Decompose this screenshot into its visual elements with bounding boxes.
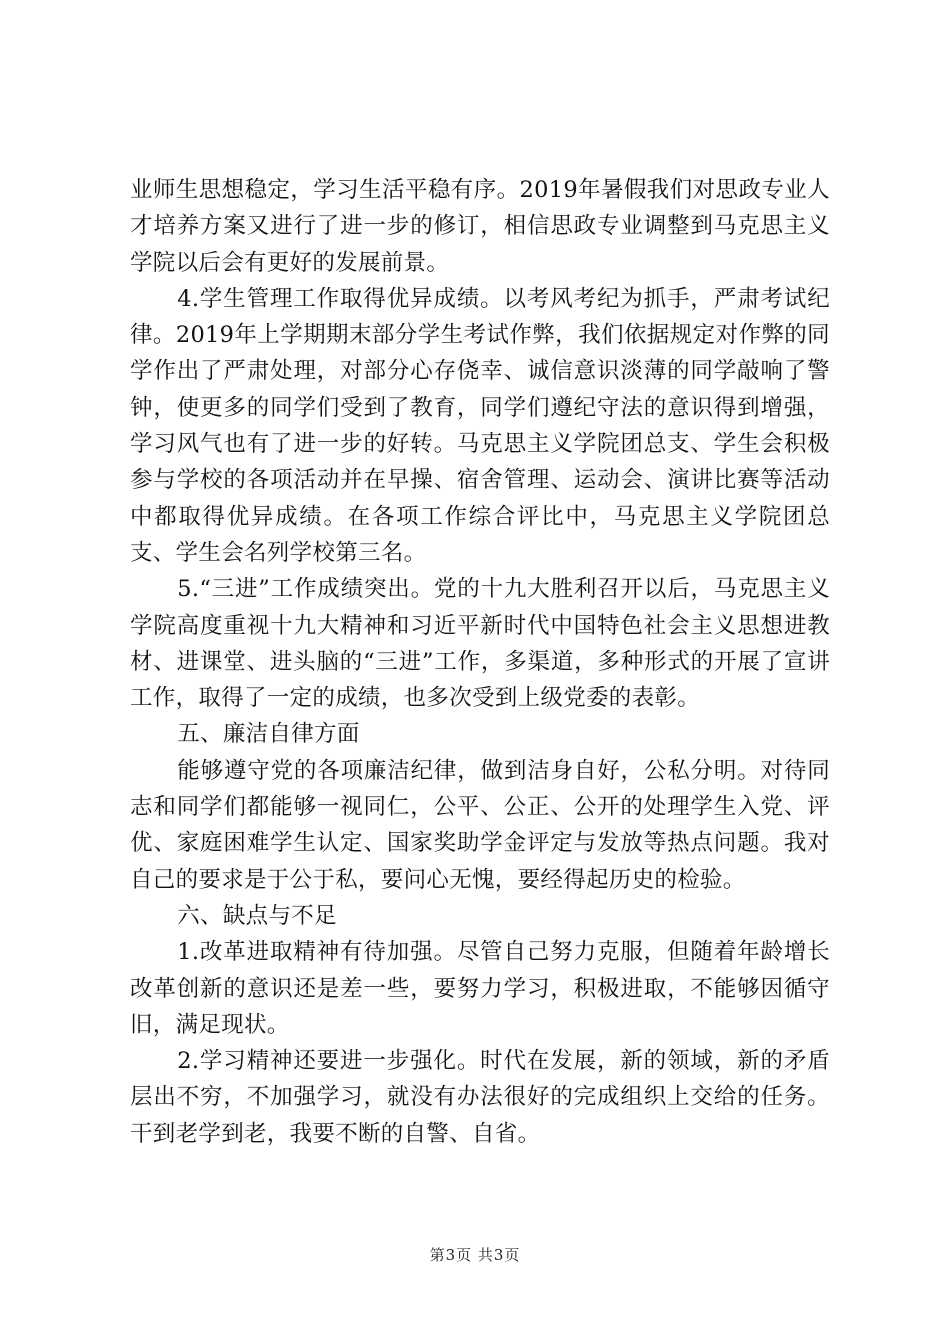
document-body: [130, 172, 830, 1152]
page-footer: 第3页 共3页: [429, 1246, 521, 1264]
paragraph-item-5: 5.“三进”工作成绩突出。党的十九大胜利召开以后，马克思主义学院高度重视十九大精神和习近平新时代中国特色社会主义思想进教材、进课堂、进头脑的“三进”工作，多渠道，多种形式的开展了宣讲工作，取得了一定的成绩，也多次受到上级党委的表彰。: [130, 576, 830, 712]
paragraph-shortcoming-1: 1.改革进取精神有待加强。尽管自己努力克服，但随着年龄增长改革创新的意识还是差一些，要努力学习，积极进取，不能够因循守旧，满足现状。: [130, 939, 830, 1038]
paragraph-item-4: 4.学生管理工作取得优异成绩。以考风考纪为抓手，严肃考试纪律。2019年上学期期末部分学生考试作弊，我们依据规定对作弊的同学作出了严肃处理，对部分心存侥幸、诚信意识淡薄的同学敲响了警钟，使更多的同学们受到了教育，同学们遵纪守法的意识得到增强，学习风气也有了进一步的好转。马克思主义学院团总支、学生会积极参与学校的各项活动并在早操、宿舍管理、运动会、演讲比赛等活动中都取得优异成绩。在各项工作综合评比中，马克思主义学院团总支、学生会名列学校第三名。: [130, 285, 830, 566]
section-heading-6: 六、缺点与不足: [177, 902, 337, 929]
paragraph-shortcoming-2: 2.学习精神还要进一步强化。时代在发展，新的领域，新的矛盾层出不穷，不加强学习，就没有办法很好的完成组织上交给的任务。干到老学到老，我要不断的自警、自省。: [130, 1048, 830, 1147]
paragraph-integrity: 能够遵守党的各项廉洁纪律，做到洁身自好，公私分明。对待同志和同学们都能够一视同仁，公平、公正、公开的处理学生入党、评优、家庭困难学生认定、国家奖助学金评定与发放等热点问题。我对自己的要求是于公于私，要问心无愧，要经得起历史的检验。: [130, 757, 830, 893]
paragraph-continuation: 业师生思想稳定，学习生活平稳有序。2019年暑假我们对思政专业人才培养方案又进行了进一步的修订，相信思政专业调整到马克思主义学院以后会有更好的发展前景。: [130, 177, 830, 276]
section-heading-5: 五、廉洁自律方面: [177, 721, 360, 748]
